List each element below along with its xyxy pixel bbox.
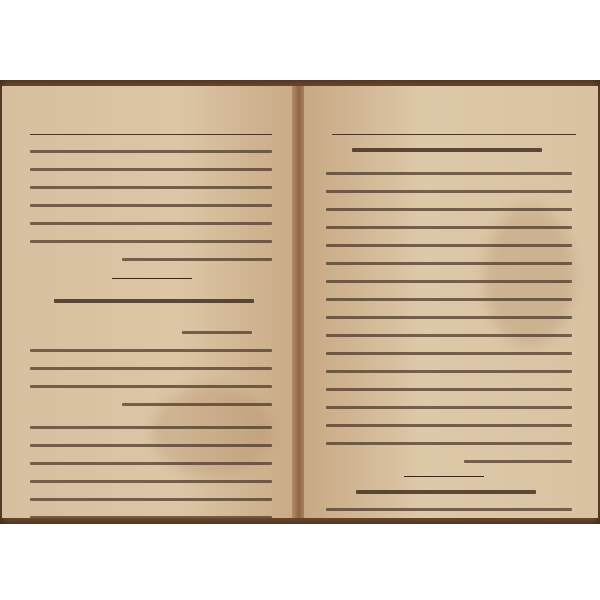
text-line [30, 444, 272, 447]
text-line [30, 349, 272, 352]
text-line [326, 298, 572, 301]
section-heading [356, 490, 536, 494]
left-header-rule [30, 134, 272, 135]
section-divider [404, 476, 484, 477]
open-book [0, 80, 600, 524]
section-heading [54, 299, 254, 303]
left-page [2, 86, 294, 518]
text-line [326, 262, 572, 265]
section-heading [352, 148, 542, 152]
right-page [304, 86, 598, 518]
right-header-rule [332, 134, 576, 135]
text-line [30, 168, 272, 171]
text-line [326, 280, 572, 283]
text-line [30, 204, 272, 207]
text-line [326, 190, 572, 193]
text-line [326, 406, 572, 409]
text-line [30, 480, 272, 483]
text-line [30, 498, 272, 501]
text-line [326, 226, 572, 229]
text-line [30, 186, 272, 189]
left-page-header [2, 116, 294, 132]
text-line [326, 316, 572, 319]
text-line [182, 331, 252, 334]
text-line [30, 150, 272, 153]
text-line [464, 460, 572, 463]
text-line [30, 240, 272, 243]
text-line [326, 370, 572, 373]
right-page-header [304, 116, 598, 132]
text-line [122, 403, 272, 406]
text-line [326, 508, 572, 511]
section-divider [112, 278, 192, 279]
text-line [30, 426, 272, 429]
text-line [30, 462, 272, 465]
text-line [122, 258, 272, 261]
text-line [326, 208, 572, 211]
text-line [30, 516, 272, 518]
text-line [326, 244, 572, 247]
text-line [326, 424, 572, 427]
text-line [326, 172, 572, 175]
text-line [326, 388, 572, 391]
text-line [30, 385, 272, 388]
text-line [326, 334, 572, 337]
text-line [30, 367, 272, 370]
text-line [326, 442, 572, 445]
text-line [326, 352, 572, 355]
text-line [30, 222, 272, 225]
